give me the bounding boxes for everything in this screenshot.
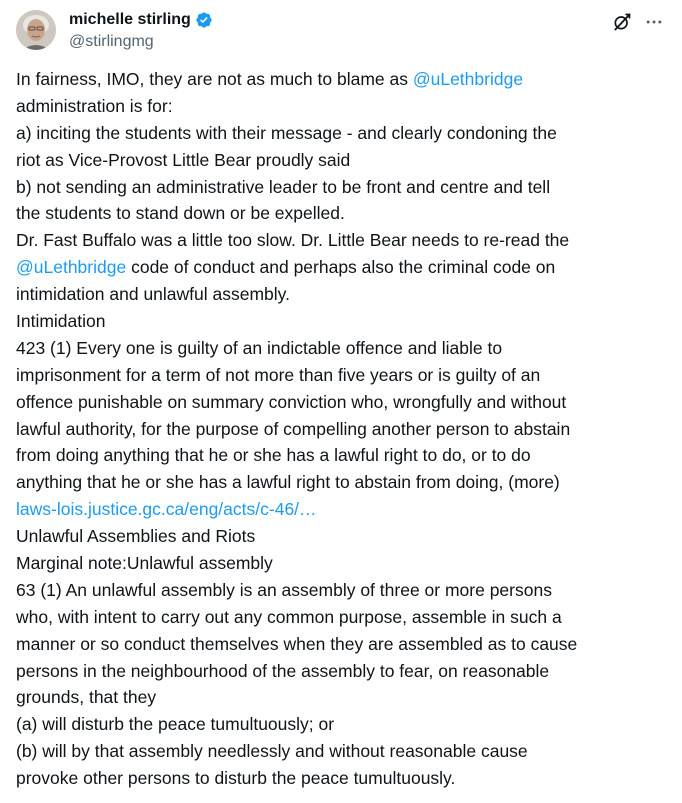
tweet-line: imprisonment for a term of not more than five years or is guilty of an — [16, 364, 541, 385]
tweet-text — [16, 66, 656, 792]
avatar[interactable] — [16, 10, 56, 50]
tweet-line: intimidation and unlawful assembly. — [16, 284, 290, 305]
more-options-icon[interactable] — [644, 12, 664, 32]
mention-link[interactable]: @uLethbridge — [412, 69, 524, 89]
tweet-text-segment: In fairness, IMO, they are not as much to blame as — [16, 69, 413, 89]
tweet-header — [16, 8, 666, 68]
tweet-line: administration is for: — [16, 95, 173, 116]
tweet-line: persons in the neighbourhood of the assembly to fear, on reasonable — [16, 660, 550, 681]
tweet-text-segment: code of conduct and perhaps also the criminal code on — [126, 257, 556, 278]
tweet-line: provoke other persons to disturb the peace tumultuously. — [16, 768, 456, 789]
author-handle[interactable]: @stirlingmg — [69, 33, 154, 50]
tweet-line — [16, 66, 656, 93]
author-info — [69, 10, 213, 52]
tweet-line: Dr. Fast Buffalo was a little too slow. Dr. Little Bear needs to re-read the — [16, 230, 570, 251]
tweet-line: from doing anything that he or she has a lawful right to do, or to do — [16, 445, 531, 466]
tweet-line — [16, 496, 656, 523]
tweet-line: anything that he or she has a lawful right to abstain from doing, (more) — [16, 472, 560, 493]
tweet-line: 423 (1) Every one is guilty of an indictable offence and liable to — [16, 337, 503, 358]
author-display-name[interactable]: michelle stirling — [69, 11, 191, 28]
mention-link[interactable]: @uLethbridge — [16, 257, 127, 278]
tweet-line — [16, 254, 656, 281]
tweet-line: riot as Vice-Provost Little Bear proudly said — [16, 149, 351, 170]
tweet-line: 63 (1) An unlawful assembly is an assembly of three or more persons — [16, 579, 552, 600]
tweet-line: the students to stand down or be expelled. — [16, 203, 345, 224]
tweet-line: manner or so conduct themselves when they are assembled as to cause — [16, 633, 578, 654]
tweet-line: b) not sending an administrative leader to be front and centre and tell — [16, 176, 551, 197]
tweet-line: Marginal note:Unlawful assembly — [16, 553, 273, 574]
tweet-line: grounds, that they — [16, 687, 157, 708]
grok-icon[interactable] — [612, 12, 632, 32]
tweet-line: a) inciting the students with their message - and clearly condoning the — [16, 122, 557, 143]
tweet-line: Unlawful Assemblies and Riots — [16, 526, 256, 547]
url-link[interactable]: laws-lois.justice.gc.ca/eng/acts/c-46/… — [16, 499, 317, 520]
tweet-line: offence punishable on summary conviction who, wrongfully and without — [16, 391, 567, 412]
verified-badge-icon[interactable] — [195, 11, 213, 29]
tweet-line: Intimidation — [16, 311, 106, 332]
tweet-line: (b) will by that assembly needlessly and without reasonable cause — [16, 741, 528, 762]
tweet-line: lawful authority, for the purpose of compelling another person to abstain — [16, 418, 571, 439]
tweet-line: who, with intent to carry out any common purpose, assemble in such a — [16, 606, 562, 627]
tweet-line: (a) will disturb the peace tumultuously; or — [16, 714, 335, 735]
tweet-actions — [612, 12, 664, 32]
